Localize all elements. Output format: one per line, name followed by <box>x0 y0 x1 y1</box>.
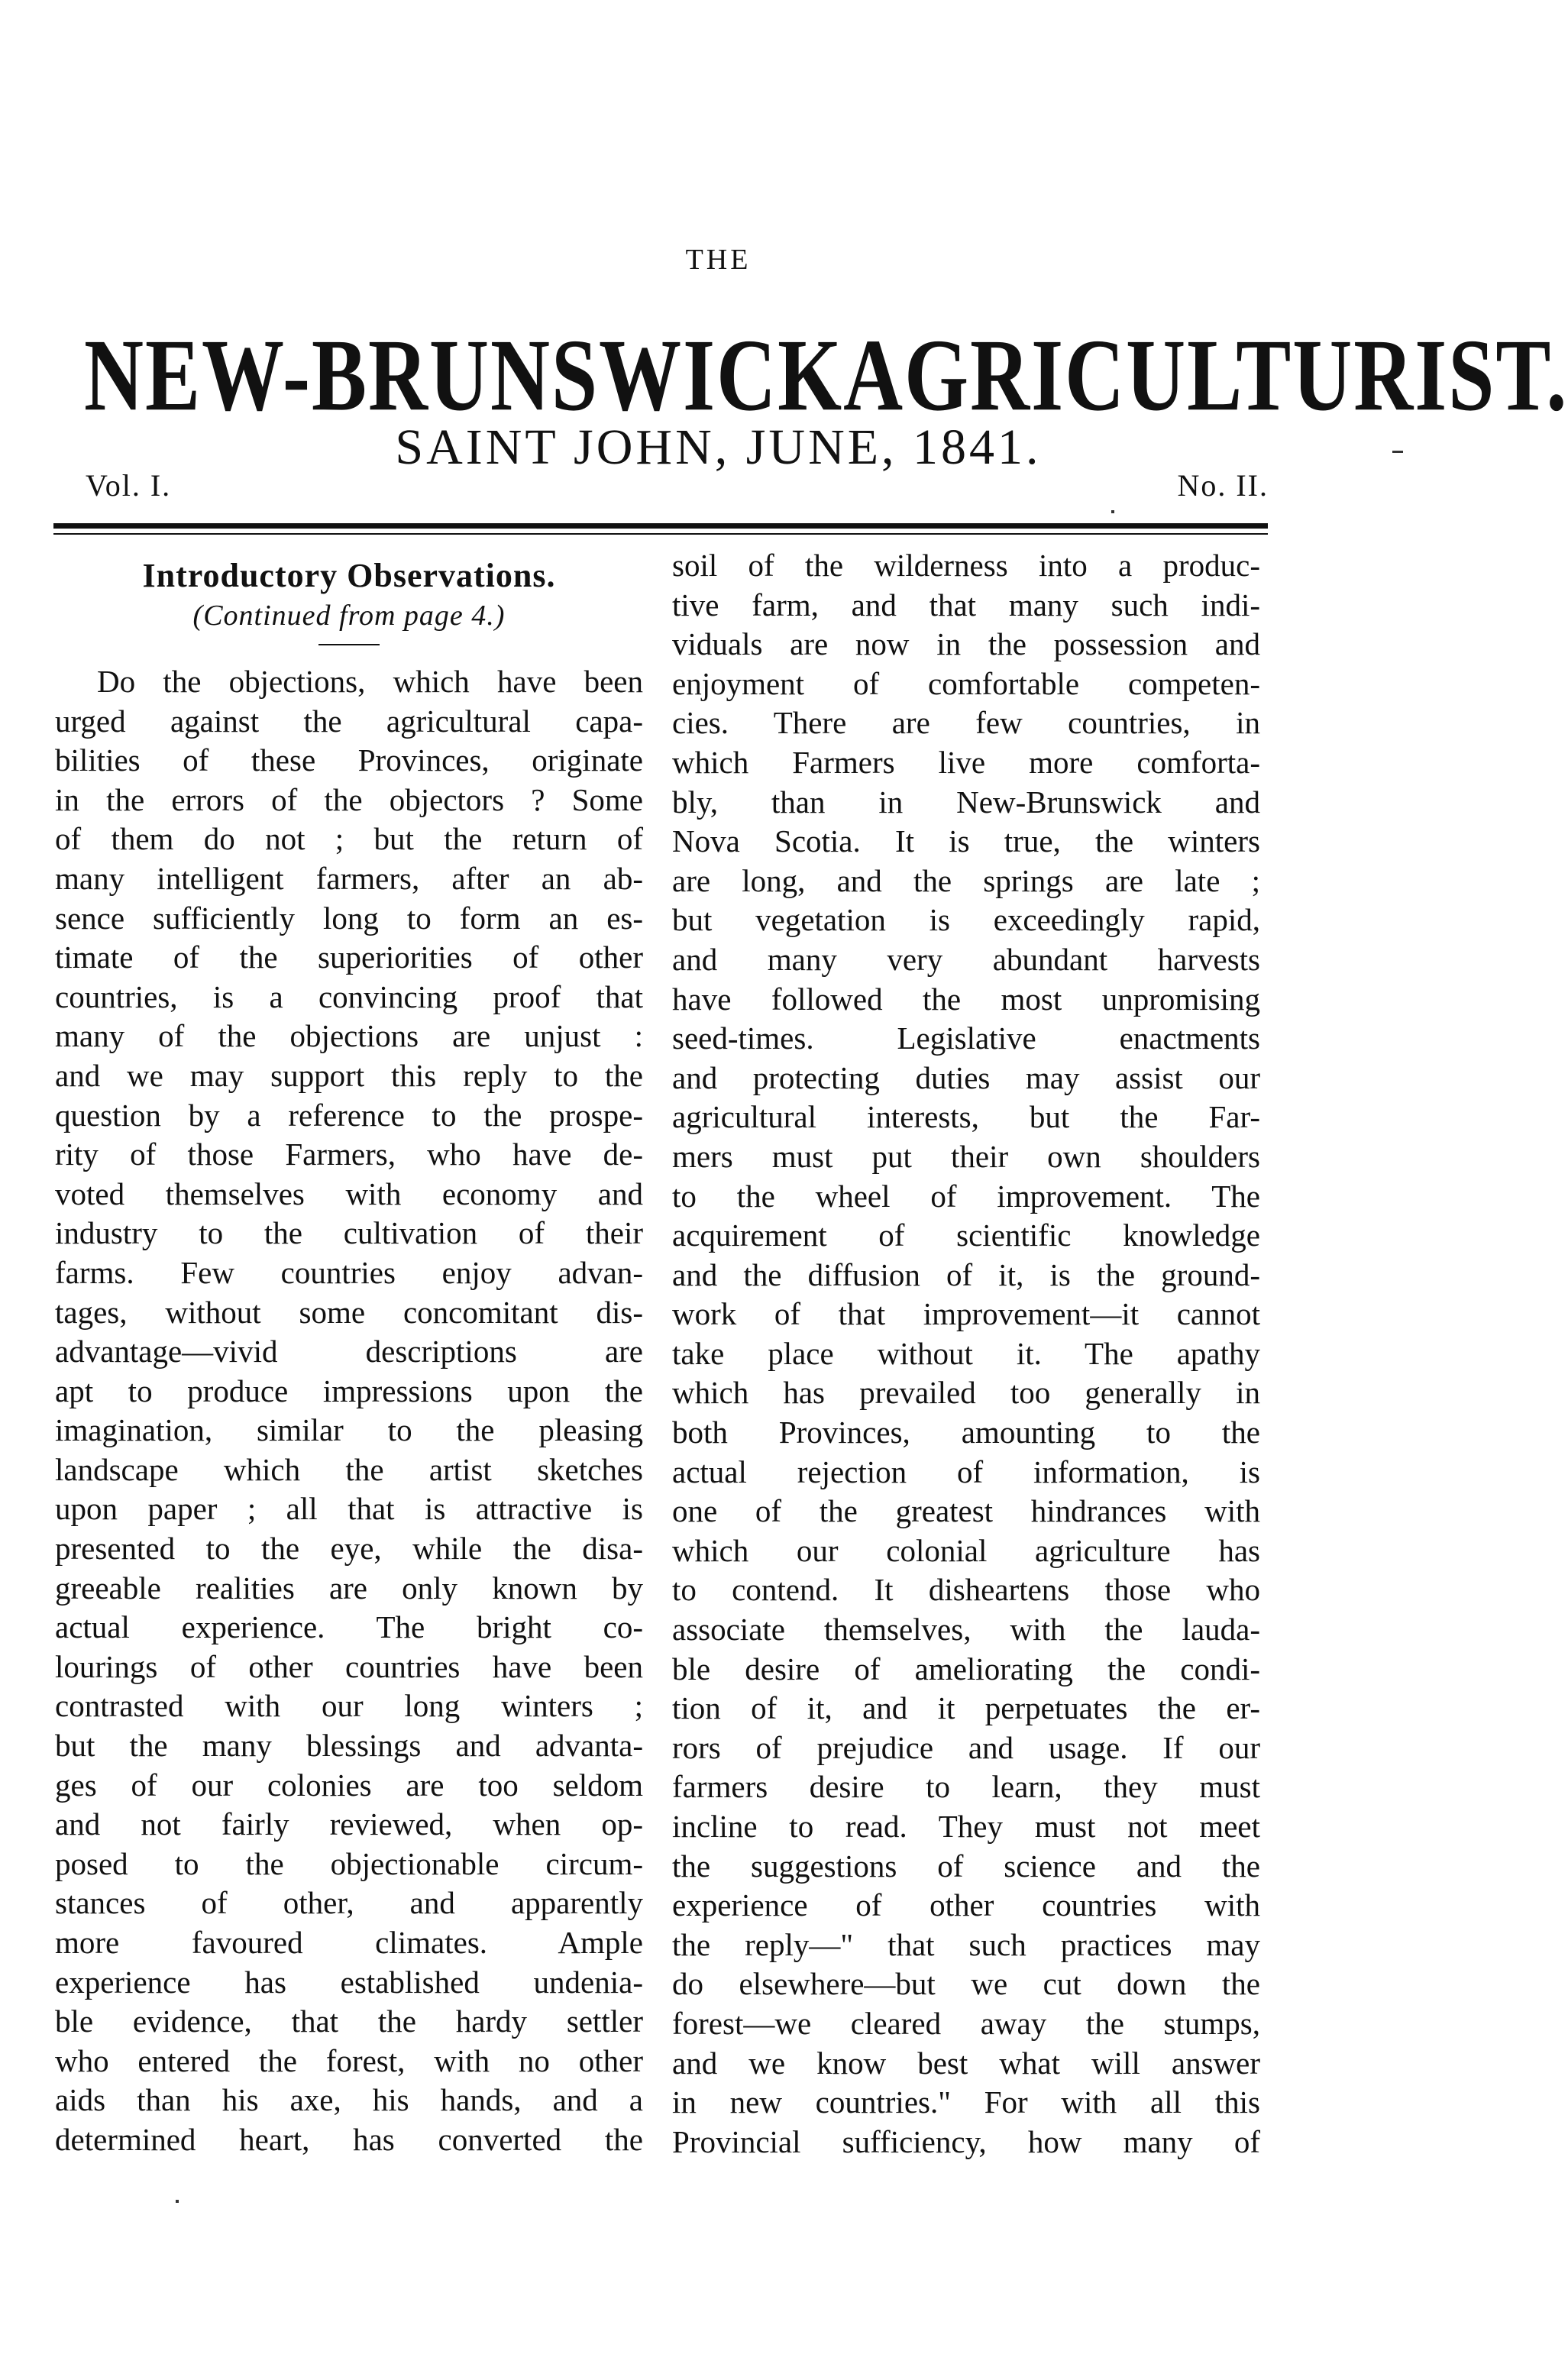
dateline: SAINT JOHN, JUNE, 1841. <box>395 419 1042 475</box>
text-line: many intelligent farmers, after an ab- <box>55 860 643 896</box>
heading-divider <box>318 644 380 645</box>
text-line: Do the objections, which have been <box>97 664 643 699</box>
text-line: greeable realities are only known by <box>55 1570 643 1606</box>
article-column-right <box>672 546 1260 2162</box>
article-heading: Introductory Observations. <box>142 557 556 594</box>
text-line: actual rejection of information, is <box>672 1454 1260 1489</box>
text-line: lourings of other countries have been <box>55 1648 643 1684</box>
text-line: but vegetation is exceedingly rapid, <box>672 902 1260 938</box>
text-line: farms. Few countries enjoy advan- <box>55 1254 643 1290</box>
text-line: in new countries." For with all this <box>672 2084 1260 2120</box>
text-line: voted themselves with economy and <box>55 1176 643 1211</box>
margin-mark <box>1392 451 1403 453</box>
text-line: seed-times. Legislative enactments <box>672 1020 1260 1056</box>
text-line: incline to read. They must not meet <box>672 1809 1260 1844</box>
text-line: ges of our colonies are too seldom <box>55 1767 643 1803</box>
text-line: which Farmers live more comforta- <box>672 744 1260 780</box>
text-line: bilities of these Provinces, originate <box>55 742 643 778</box>
text-line: farmers desire to learn, they must <box>672 1769 1260 1805</box>
margin-dot <box>1111 510 1114 513</box>
left-column-text <box>55 662 643 2160</box>
text-line: posed to the objectionable circum- <box>55 1845 643 1881</box>
text-line: experience has established undenia- <box>55 1964 643 2000</box>
text-line: upon paper ; all that is attractive is <box>55 1491 643 1527</box>
text-line: and many very abundant harvests <box>672 941 1260 977</box>
masthead-rule-thin <box>53 533 1268 535</box>
text-line: presented to the eye, while the disa- <box>55 1531 643 1567</box>
text-line: cies. There are few countries, in <box>672 705 1260 741</box>
text-line: in the errors of the objectors ? Some <box>55 781 643 817</box>
text-line: question by a reference to the prospe- <box>55 1097 643 1133</box>
text-line: of them do not ; but the return of <box>55 821 643 857</box>
text-line: acquirement of scientific knowledge <box>672 1218 1260 1253</box>
text-line: viduals are now in the possession and <box>672 626 1260 662</box>
text-line: which our colonial agriculture has <box>672 1532 1260 1568</box>
text-line: both Provinces, amounting to the <box>672 1415 1260 1450</box>
text-line: experience of other countries with <box>672 1887 1260 1923</box>
text-line: ble evidence, that the hardy settler <box>55 2003 643 2039</box>
text-line: to the wheel of improvement. The <box>672 1178 1260 1214</box>
text-line: and not fairly reviewed, when op- <box>55 1806 643 1842</box>
text-line: but the many blessings and advanta- <box>55 1728 643 1764</box>
text-line: actual experience. The bright co- <box>55 1609 643 1645</box>
text-line: industry to the cultivation of their <box>55 1215 643 1251</box>
text-line: ble desire of ameliorating the condi- <box>672 1651 1260 1686</box>
text-line: enjoyment of comfortable competen- <box>672 665 1260 701</box>
text-line: more favoured climates. Ample <box>55 1925 643 1960</box>
text-line: imagination, similar to the pleasing <box>55 1412 643 1448</box>
text-line: have followed the most unpromising <box>672 981 1260 1017</box>
text-line: aids than his axe, his hands, and a <box>55 2082 643 2118</box>
text-line: rity of those Farmers, who have de- <box>55 1137 643 1172</box>
text-line: agricultural interests, but the Far- <box>672 1099 1260 1135</box>
text-line: many of the objections are unjust : <box>55 1018 643 1054</box>
volume-label: Vol. I. <box>86 468 172 503</box>
text-line: apt to produce impressions upon the <box>55 1373 643 1408</box>
text-line: and the diffusion of it, is the ground- <box>672 1256 1260 1292</box>
text-line: mers must put their own shoulders <box>672 1138 1260 1174</box>
text-line: take place without it. The apathy <box>672 1335 1260 1371</box>
masthead-title <box>84 317 1568 435</box>
text-line: contrasted with our long winters ; <box>55 1688 643 1724</box>
text-line: determined heart, has converted the <box>55 2121 643 2157</box>
text-line: and protecting duties may assist our <box>672 1059 1260 1095</box>
text-line: Nova Scotia. It is true, the winters <box>672 823 1260 859</box>
text-line: urged against the agricultural capa- <box>55 703 643 739</box>
text-line: work of that improvement—it cannot <box>672 1296 1260 1332</box>
text-line: advantage—vivid descriptions are <box>55 1334 643 1370</box>
right-column-text <box>672 546 1260 2162</box>
text-line: tion of it, and it perpetuates the er- <box>672 1690 1260 1726</box>
article-subheading: (Continued from page 4.) <box>192 600 506 632</box>
text-line: to contend. It disheartens those who <box>672 1572 1260 1608</box>
page-speck <box>176 2200 179 2203</box>
text-line: the reply—" that such practices may <box>672 1926 1260 1962</box>
masthead-rule-thick <box>53 523 1268 529</box>
text-line: timate of the superiorities of other <box>55 939 643 975</box>
text-line: one of the greatest hindrances with <box>672 1493 1260 1529</box>
masthead-title-left: NEW-BRUNSWICK <box>84 319 844 433</box>
text-line: which has prevailed too generally in <box>672 1375 1260 1411</box>
issue-number: No. II. <box>1177 468 1269 503</box>
text-line: who entered the forest, with no other <box>55 2042 643 2078</box>
text-line: forest—we cleared away the stumps, <box>672 2005 1260 2041</box>
article-column-left <box>55 546 643 2160</box>
text-line: the suggestions of science and the <box>672 1848 1260 1884</box>
text-line: stances of other, and apparently <box>55 1885 643 1921</box>
text-line: and we know best what will answer <box>672 2045 1260 2081</box>
text-line: associate themselves, with the lauda- <box>672 1612 1260 1648</box>
masthead-the: THE <box>685 244 752 276</box>
text-line: landscape which the artist sketches <box>55 1451 643 1487</box>
text-line: are long, and the springs are late ; <box>672 862 1260 898</box>
text-line: tages, without some concomitant dis- <box>55 1294 643 1330</box>
text-line: sence sufficiently long to form an es- <box>55 900 643 936</box>
text-line: countries, is a convincing proof that <box>55 978 643 1014</box>
text-line: rors of prejudice and usage. If our <box>672 1729 1260 1765</box>
text-line: bly, than in New-Brunswick and <box>672 784 1260 820</box>
text-line: tive farm, and that many such indi- <box>672 587 1260 623</box>
text-line: do elsewhere—but we cut down the <box>672 1966 1260 2002</box>
text-line: soil of the wilderness into a produc- <box>672 548 1260 583</box>
masthead-title-right: AGRICULTURIST. <box>843 319 1568 433</box>
text-line: and we may support this reply to the <box>55 1057 643 1093</box>
text-line: Provincial sufficiency, how many of <box>672 2123 1260 2159</box>
